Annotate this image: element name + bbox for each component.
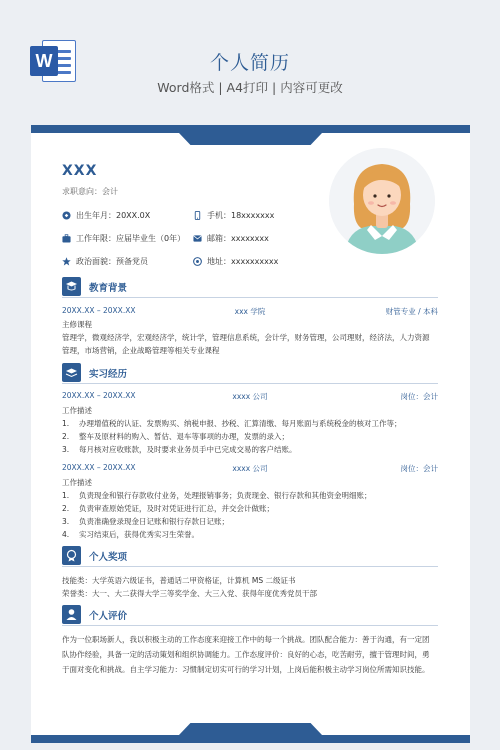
divider [62, 297, 438, 298]
divider [62, 625, 438, 626]
awards-skills: 技能类：大学英语六级证书，普通话二甲资格证，计算机 MS 二级证书 [62, 576, 296, 585]
info-address [193, 256, 278, 267]
courses-line-1: 管理学，微观经济学，宏观经济学，统计学，管理信息系统，会计学，财务管理，公司理财，经济法，人力资源 [62, 333, 430, 342]
avatar [329, 148, 435, 254]
info-years [62, 233, 185, 244]
phone-icon [193, 211, 202, 220]
section-awards-header [62, 546, 438, 565]
email-icon [193, 234, 202, 243]
courses-label: 主修课程 [62, 320, 92, 329]
email-text: 邮箱：xxxxxxxx [207, 234, 269, 243]
banner-subtitle: Word格式 | A4打印 | 内容可更改 [157, 80, 343, 95]
divider [62, 383, 438, 384]
job-desc-list [62, 417, 438, 456]
list-item: 2. 负责审查原始凭证，及时对凭证进行汇总，并交会计做账； [62, 504, 274, 513]
job-position: 岗位：会计 [400, 464, 438, 473]
years-text: 工作年限：应届毕业生（0年） [76, 234, 186, 243]
section-awards-title: 个人奖项 [89, 552, 128, 563]
awards-honors: 荣誉类：大一、大二获得大学三等奖学金、大三入党、获得年度优秀党员干部 [62, 589, 317, 598]
info-phone [193, 210, 274, 221]
job-period: 20XX.XX – 20XX.XX [62, 391, 136, 400]
job-row [62, 391, 438, 402]
divider [62, 566, 438, 567]
phone-text: 手机：18xxxxxxx [207, 211, 275, 220]
location-icon [193, 257, 202, 266]
job-desc-label: 工作描述 [62, 406, 92, 415]
banner-title: 个人简历 [209, 52, 290, 74]
star-icon [62, 257, 71, 266]
education-major: 财管专业 / 本科 [385, 307, 438, 316]
bottom-bar [31, 735, 470, 743]
job-intent: 求职意向：会计 [62, 187, 118, 196]
section-evaluation-title: 个人评价 [89, 611, 128, 622]
top-banner [0, 0, 500, 120]
list-item: 4. 实习结束后，获得优秀实习生荣誉。 [62, 530, 199, 539]
list-item: 3. 每月核对应收账款，及时要求业务员手中已完成交易的客户结账。 [62, 445, 297, 454]
education-courses [62, 318, 438, 357]
evaluation-text [62, 632, 438, 677]
birth-text: 出生年月：20XX.0X [76, 211, 151, 220]
address-text: 地址：xxxxxxxxxx [207, 257, 279, 266]
graduation-icon [62, 277, 81, 296]
info-email [193, 233, 269, 244]
list-item: 2. 整车及原材料的购入、暂估、退车等事项的办理，发票的录入； [62, 432, 289, 441]
person-icon [62, 605, 81, 624]
section-evaluation-header [62, 605, 438, 624]
award-icon [62, 546, 81, 565]
evaluation-line-2: 队协作经验，具备一定的活动策划和组织协调能力。工作态度评价：良好的心态，吃苦耐劳，擅于管理时间，勇 [62, 650, 430, 659]
section-internship-header [62, 363, 438, 382]
section-education-header [62, 277, 438, 296]
section-internship-title: 实习经历 [89, 369, 128, 380]
education-school: xxx 学院 [234, 307, 266, 316]
job-company: xxxx 公司 [232, 464, 268, 473]
layers-icon [62, 363, 81, 382]
top-bar [31, 125, 470, 133]
top-tab [179, 133, 322, 145]
job-row [62, 463, 438, 474]
list-item: 1. 办理增值税的认证、发票购买、纳税申报、抄税、汇算清缴、每月账面与系统税金的核对工作等； [62, 419, 402, 428]
candidate-name: XXX [62, 163, 98, 179]
courses-line-2: 管理，市场营销，企业战略管理等相关专业课程 [62, 346, 220, 355]
education-period: 20XX.XX – 20XX.XX [62, 306, 136, 315]
education-row [62, 306, 438, 317]
list-item: 1. 负责现金和银行存款收付业务，处理报销事务；负责现金、银行存款和其他资金明细账； [62, 491, 372, 500]
awards-content [62, 574, 438, 600]
job-period: 20XX.XX – 20XX.XX [62, 463, 136, 472]
info-politics [62, 256, 148, 267]
job-company: xxxx 公司 [232, 392, 268, 401]
job-position: 岗位：会计 [400, 392, 438, 401]
birthday-icon [62, 211, 71, 220]
list-item: 3. 负责准确登录现金日记账和银行存款日记账； [62, 517, 229, 526]
evaluation-line-3: 于面对变化和挑战。自主学习能力：习惯制定切实可行的学习计划，上岗后能积极主动学习岗位所需知识技能。 [62, 665, 430, 674]
evaluation-line-1: 作为一位职场新人，我以积极主动的工作态度来迎接工作中的每一个挑战。团队配合能力：善于沟通，有一定团 [62, 635, 430, 644]
job-desc-label: 工作描述 [62, 478, 92, 487]
politics-text: 政治面貌：预备党员 [76, 257, 148, 266]
job-desc-list [62, 489, 438, 541]
info-birth [62, 210, 150, 221]
word-letter: W [30, 46, 58, 76]
section-education-title: 教育背景 [89, 283, 128, 294]
briefcase-icon [62, 234, 71, 243]
resume-page [31, 125, 470, 743]
bottom-tab [179, 723, 322, 735]
